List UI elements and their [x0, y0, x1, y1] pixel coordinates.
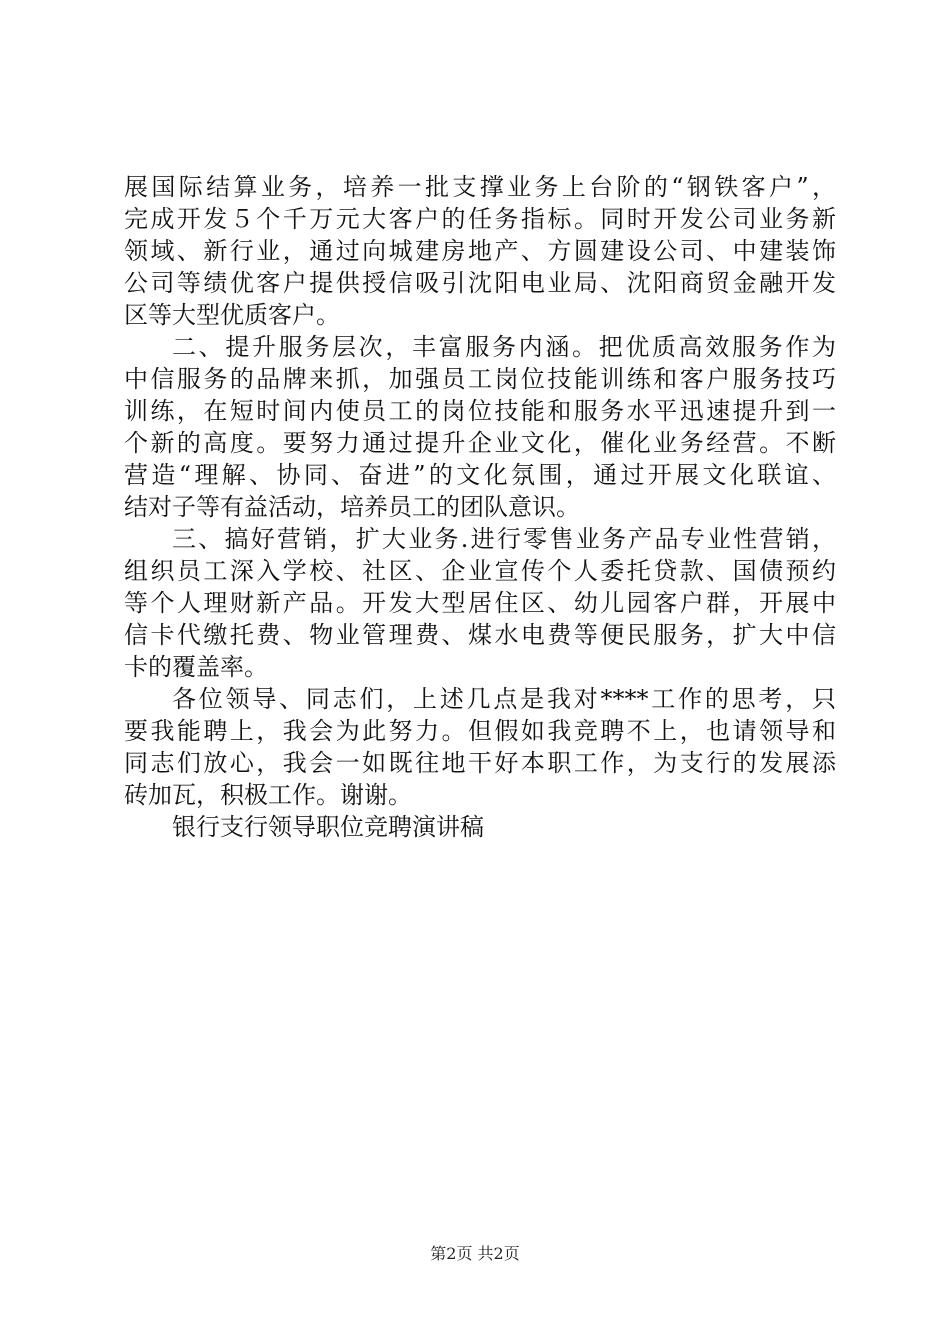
text-line: 个新的高度。要努力通过提升企业文化，催化业务经营。不断 [124, 429, 836, 457]
paragraph-2-start: 二、提升服务层次，丰富服务内涵。把优质高效服务作为 [172, 333, 836, 361]
text-line: 砖加瓦，积极工作。谢谢。 [124, 781, 412, 809]
text-line: 结对子等有益活动，培养员工的团队意识。 [124, 493, 580, 521]
text-line: 等个人理财新产品。开发大型居住区、幼儿园客户群，开展中 [124, 589, 836, 617]
text-line: 卡的覆盖率。 [124, 653, 268, 681]
text-line: 领域、新行业，通过向城建房地产、方圆建设公司、中建装饰 [124, 237, 836, 265]
paragraph-4-start: 各位领导、同志们，上述几点是我对****工作的思考，只 [172, 685, 836, 713]
text-line: 要我能聘上，我会为此努力。但假如我竞聘不上，也请领导和 [124, 717, 836, 745]
text-line: 完成开发５个千万元大客户的任务指标。同时开发公司业务新 [124, 205, 836, 233]
text-line: 中信服务的品牌来抓，加强员工岗位技能训练和客户服务技巧 [124, 365, 836, 393]
text-line: 同志们放心，我会一如既往地干好本职工作，为支行的发展添 [124, 749, 836, 777]
text-line: 区等大型优质客户。 [124, 301, 340, 329]
text-line: 展国际结算业务，培养一批支撑业务上台阶的“钢铁客户”， [124, 173, 836, 201]
document-body [124, 171, 836, 843]
text-line: 组织员工深入学校、社区、企业宣传个人委托贷款、国债预约 [124, 557, 836, 585]
text-line: 训练，在短时间内使员工的岗位技能和服务水平迅速提升到一 [124, 397, 836, 425]
document-title-line: 银行支行领导职位竞聘演讲稿 [172, 813, 484, 841]
text-line: 信卡代缴托费、物业管理费、煤水电费等便民服务，扩大中信 [124, 621, 836, 649]
text-line: 公司等绩优客户提供授信吸引沈阳电业局、沈阳商贸金融开发 [124, 269, 836, 297]
paragraph-3-start: 三、搞好营销，扩大业务.进行零售业务产品专业性营销， [172, 525, 836, 553]
page-number-footer: 第2页 共2页 [430, 1244, 520, 1263]
text-line: 营造“理解、协同、奋进”的文化氛围，通过开展文化联谊、 [124, 461, 836, 489]
